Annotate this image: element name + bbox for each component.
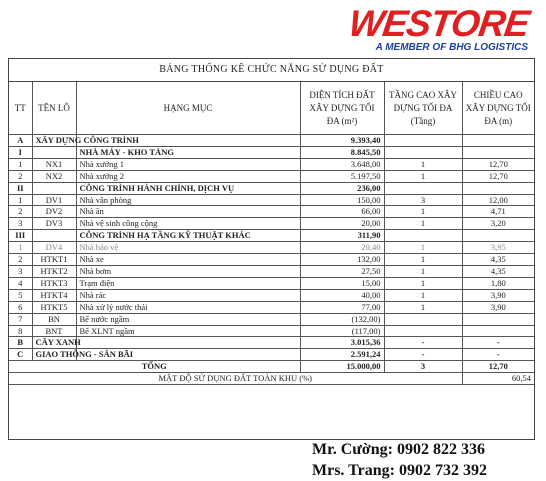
- row-height: 3,20: [462, 218, 534, 230]
- row-area: 66,00: [300, 206, 384, 218]
- row-floors: 1: [384, 265, 462, 277]
- row-lot-code: BNT: [32, 325, 76, 337]
- table-row: [9, 337, 534, 349]
- brand-block: [345, 3, 531, 53]
- row-floors: -: [384, 337, 462, 349]
- row-tt: 4: [9, 277, 32, 289]
- row-item: Nhà xử lý nước thải: [76, 301, 300, 313]
- row-floors: [384, 230, 462, 242]
- table-row: [9, 206, 534, 218]
- table-row: [9, 289, 534, 301]
- row-lot-code: XÂY DỰNG CÔNG TRÌNH: [32, 135, 76, 147]
- header-tang-cao: TẦNG CAO XÂY DỰNG TỐI ĐA (Tầng): [384, 82, 462, 135]
- row-tt: 3: [9, 265, 32, 277]
- row-item: CÔNG TRÌNH HÀNH CHÍNH, DỊCH VỤ: [76, 182, 300, 194]
- row-area: 40,00: [300, 289, 384, 301]
- row-height: [462, 146, 534, 158]
- row-tt: 3: [9, 218, 32, 230]
- brand-tagline: A MEMBER OF BHG LOGISTICS: [375, 42, 528, 53]
- row-floors: [384, 135, 462, 147]
- row-lot-code: CÂY XANH: [32, 337, 76, 349]
- row-tt: 8: [9, 325, 32, 337]
- row-height: [462, 325, 534, 337]
- total-row: [9, 361, 534, 373]
- row-lot-code: HTKT5: [32, 301, 76, 313]
- row-area: (132,00): [300, 313, 384, 325]
- total-height: 12,70: [462, 361, 534, 373]
- row-area: 20,00: [300, 218, 384, 230]
- row-area: 150,00: [300, 194, 384, 206]
- table-row: [9, 182, 534, 194]
- row-floors: 1: [384, 158, 462, 170]
- row-item: Nhà xưởng 1: [76, 158, 300, 170]
- table-row: [9, 135, 534, 147]
- row-floors: [384, 146, 462, 158]
- row-floors: 1: [384, 170, 462, 182]
- contact-line-2: Mrs. Trang: 0902 732 392: [312, 462, 487, 479]
- row-area: 5.197,50: [300, 170, 384, 182]
- row-floors: 1: [384, 242, 462, 254]
- row-area: 3.648,00: [300, 158, 384, 170]
- row-height: 1,80: [462, 277, 534, 289]
- row-tt: 1: [9, 194, 32, 206]
- row-tt: A: [9, 135, 32, 147]
- density-value: 60,54: [462, 373, 534, 385]
- total-label: TỔNG: [9, 361, 300, 373]
- table-row: [9, 230, 534, 242]
- row-lot-code: NX1: [32, 158, 76, 170]
- row-lot-code: NX2: [32, 170, 76, 182]
- row-item: Bể nước ngầm: [76, 313, 300, 325]
- table-row: [9, 349, 534, 361]
- row-tt: I: [9, 146, 32, 158]
- row-area: 236,00: [300, 182, 384, 194]
- contact-block: [312, 439, 487, 481]
- header-chieu-cao: CHIỀU CAO XÂY DỰNG TỐI ĐA (m): [462, 82, 534, 135]
- table-row: [9, 158, 534, 170]
- density-label: MẬT ĐỘ SỬ DỤNG ĐẤT TOÀN KHU (%): [9, 373, 462, 385]
- row-floors: 3: [384, 194, 462, 206]
- total-floors: 3: [384, 361, 462, 373]
- table-row: [9, 265, 534, 277]
- westore-logo: WESTORE: [345, 3, 531, 44]
- row-floors: 1: [384, 301, 462, 313]
- row-item: Nhà vệ sinh công cộng: [76, 218, 300, 230]
- row-area: 3.015,36: [300, 337, 384, 349]
- row-area: 15,00: [300, 277, 384, 289]
- row-tt: 1: [9, 158, 32, 170]
- row-tt: B: [9, 337, 32, 349]
- row-height: 4,35: [462, 265, 534, 277]
- table-title: BẢNG THỐNG KÊ CHỨC NĂNG SỬ DỤNG ĐẤT: [9, 59, 534, 82]
- table-row: [9, 146, 534, 158]
- row-item: Nhà bảo vệ: [76, 242, 300, 254]
- row-item: CÔNG TRÌNH HẠ TẦNG KỸ THUẬT KHÁC: [76, 230, 300, 242]
- row-lot-code: DV4: [32, 242, 76, 254]
- row-floors: [384, 325, 462, 337]
- land-use-sheet: [8, 58, 535, 440]
- row-tt: 2: [9, 170, 32, 182]
- row-area: 9.393,40: [300, 135, 384, 147]
- row-height: 4,71: [462, 206, 534, 218]
- row-lot-code: DV2: [32, 206, 76, 218]
- row-floors: -: [384, 349, 462, 361]
- row-lot-code: HTKT4: [32, 289, 76, 301]
- row-area: 77,00: [300, 301, 384, 313]
- row-lot-code: HTKT2: [32, 265, 76, 277]
- row-floors: 1: [384, 206, 462, 218]
- total-area: 15.000,00: [300, 361, 384, 373]
- row-height: -: [462, 349, 534, 361]
- row-lot-code: [32, 146, 76, 158]
- row-height: 12,70: [462, 170, 534, 182]
- row-height: [462, 135, 534, 147]
- table-row: [9, 301, 534, 313]
- row-lot-code: DV1: [32, 194, 76, 206]
- row-item: Bể XLNT ngầm: [76, 325, 300, 337]
- row-area: 2.591,24: [300, 349, 384, 361]
- row-height: 3,90: [462, 301, 534, 313]
- table-row: [9, 194, 534, 206]
- row-floors: 1: [384, 254, 462, 266]
- table-row: [9, 254, 534, 266]
- header-tt: TT: [9, 82, 32, 135]
- row-height: -: [462, 337, 534, 349]
- row-height: [462, 182, 534, 194]
- row-item: Nhà ăn: [76, 206, 300, 218]
- row-height: 3,95: [462, 242, 534, 254]
- row-tt: 7: [9, 313, 32, 325]
- header-ten-lo: TÊN LÔ: [32, 82, 76, 135]
- row-item: [76, 337, 300, 349]
- header-hang-muc: HẠNG MỤC: [76, 82, 300, 135]
- row-tt: 1: [9, 242, 32, 254]
- row-tt: 5: [9, 289, 32, 301]
- row-floors: 1: [384, 277, 462, 289]
- row-area: 20,40: [300, 242, 384, 254]
- row-tt: 2: [9, 254, 32, 266]
- row-tt: C: [9, 349, 32, 361]
- row-area: 132,00: [300, 254, 384, 266]
- table-row: [9, 170, 534, 182]
- row-area: 8.845,50: [300, 146, 384, 158]
- row-floors: 1: [384, 289, 462, 301]
- row-area: (117,00): [300, 325, 384, 337]
- row-item: Nhà rác: [76, 289, 300, 301]
- row-lot-code: GIAO THÔNG - SÂN BÃI: [32, 349, 76, 361]
- density-row: [9, 373, 534, 385]
- row-floors: [384, 313, 462, 325]
- row-lot-code: HTKT3: [32, 277, 76, 289]
- row-height: [462, 313, 534, 325]
- row-item: Trạm điện: [76, 277, 300, 289]
- row-item: Nhà bơm: [76, 265, 300, 277]
- row-area: 27,50: [300, 265, 384, 277]
- row-area: 311,90: [300, 230, 384, 242]
- table-row: [9, 325, 534, 337]
- header-row: [9, 82, 534, 135]
- row-item: Nhà xe: [76, 254, 300, 266]
- row-height: [462, 230, 534, 242]
- row-item: Nhà văn phòng: [76, 194, 300, 206]
- table-row: [9, 313, 534, 325]
- row-tt: 2: [9, 206, 32, 218]
- contact-line-1: Mr. Cường: 0902 822 336: [312, 441, 485, 458]
- table-row: [9, 277, 534, 289]
- header-dien-tich: DIỆN TÍCH ĐẤT XÂY DỰNG TỐI ĐA (m²): [300, 82, 384, 135]
- row-lot-code: [32, 182, 76, 194]
- row-lot-code: DV3: [32, 218, 76, 230]
- row-height: 3,90: [462, 289, 534, 301]
- row-tt: 6: [9, 301, 32, 313]
- row-height: 12,00: [462, 194, 534, 206]
- row-floors: [384, 182, 462, 194]
- row-tt: III: [9, 230, 32, 242]
- row-height: 12,70: [462, 158, 534, 170]
- table-row: [9, 242, 534, 254]
- table-row: [9, 218, 534, 230]
- row-item: NHÀ MÁY - KHO TÀNG: [76, 146, 300, 158]
- row-tt: II: [9, 182, 32, 194]
- row-floors: 1: [384, 218, 462, 230]
- row-lot-code: [32, 230, 76, 242]
- row-lot-code: HTKT1: [32, 254, 76, 266]
- land-use-table: [9, 82, 534, 385]
- row-lot-code: BN: [32, 313, 76, 325]
- row-item: Nhà xưởng 2: [76, 170, 300, 182]
- row-height: 4,35: [462, 254, 534, 266]
